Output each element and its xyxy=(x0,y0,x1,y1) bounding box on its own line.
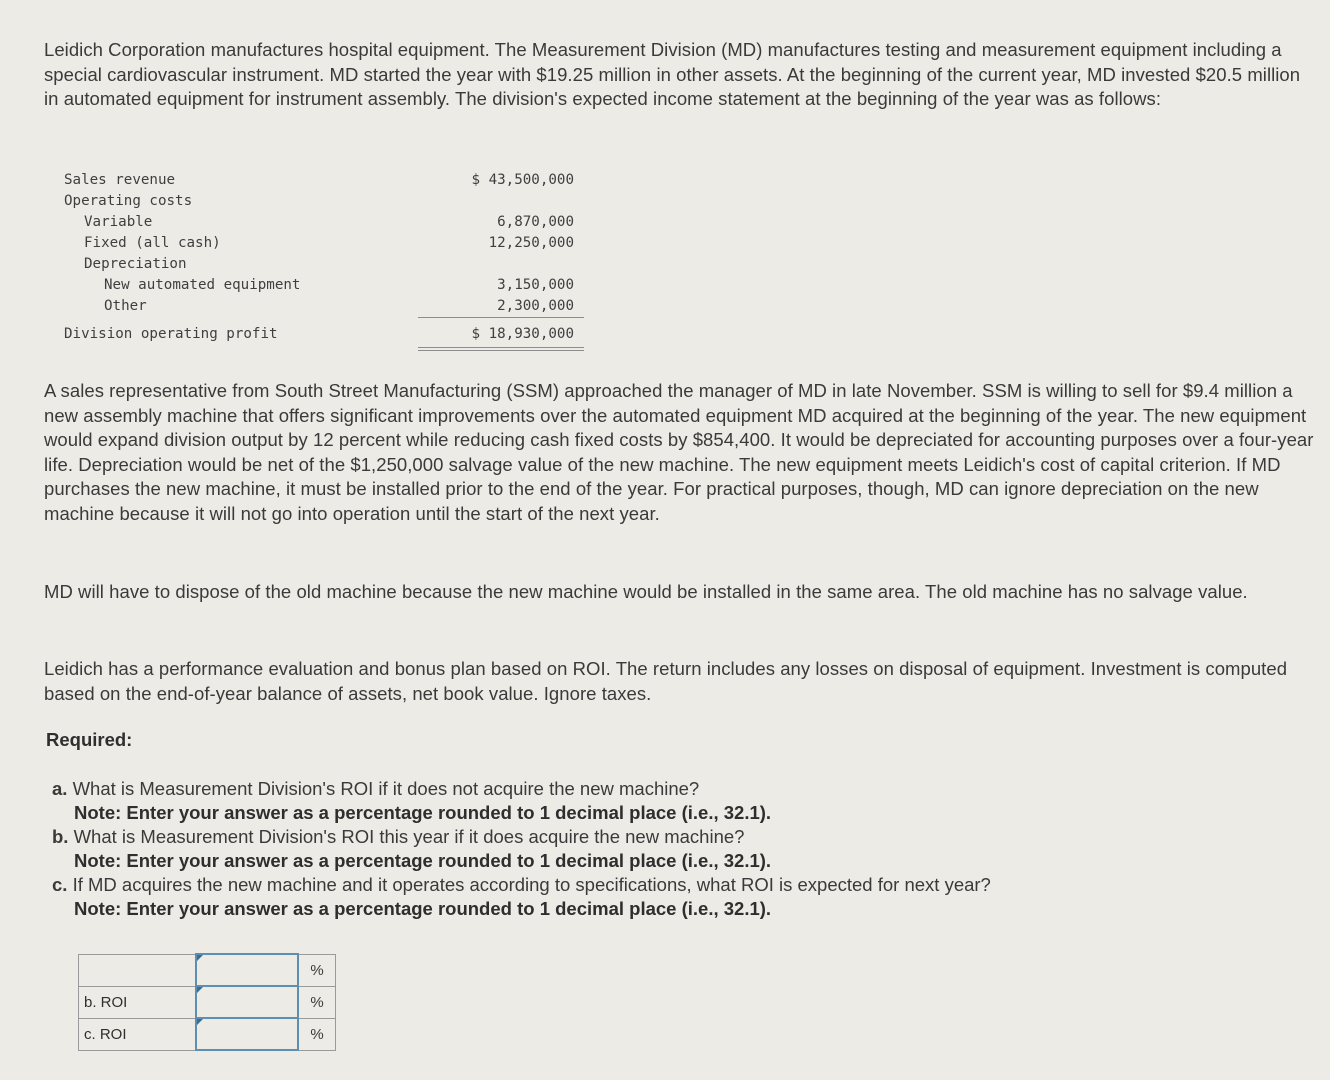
other-value: 2,300,000 xyxy=(497,298,574,314)
question-c xyxy=(52,873,991,897)
question-a-text: What is Measurement Division's ROI if it does not acquire the new machine? xyxy=(72,778,700,799)
cell-marker-icon xyxy=(197,987,203,993)
answer-row-a xyxy=(79,954,336,986)
percent-unit-c: % xyxy=(298,1018,336,1050)
statement-row-profit xyxy=(64,324,584,344)
answer-cell-c[interactable] xyxy=(196,1018,298,1050)
question-a-note: Note: Enter your answer as a percentage rounded to 1 decimal place (i.e., 32.1). xyxy=(74,802,772,823)
variable-label: Variable xyxy=(84,214,153,230)
new-equipment-label: New automated equipment xyxy=(104,277,301,293)
new-equipment-value: 3,150,000 xyxy=(497,277,574,293)
answer-cell-a[interactable] xyxy=(196,954,298,986)
subtotal-rule xyxy=(418,317,584,318)
cell-marker-icon xyxy=(197,955,203,961)
question-a-label: a. xyxy=(52,778,68,799)
percent-unit-b: % xyxy=(298,986,336,1018)
profit-label: Division operating profit xyxy=(64,326,278,342)
answer-row-b-label: b. ROI xyxy=(79,986,197,1018)
question-c-text: If MD acquires the new machine and it operates according to specifications, what ROI is expected for next year? xyxy=(72,874,991,895)
sales-revenue-value: $ 43,500,000 xyxy=(471,172,574,188)
statement-row-fixed xyxy=(64,233,584,253)
answer-cell-b[interactable] xyxy=(196,986,298,1018)
depreciation-label: Depreciation xyxy=(84,256,187,272)
required-heading: Required: xyxy=(46,729,133,750)
statement-row-other xyxy=(64,296,584,316)
disposal-paragraph: MD will have to dispose of the old machine because the new machine would be installed in the same area. The old machine has no salvage value. xyxy=(44,581,1248,602)
answer-b-input[interactable] xyxy=(197,989,297,1015)
statement-row-sales xyxy=(64,170,584,190)
fixed-label: Fixed (all cash) xyxy=(84,235,221,251)
total-double-rule xyxy=(418,347,584,351)
answer-row-a-label xyxy=(79,954,197,986)
sales-revenue-label: Sales revenue xyxy=(64,172,176,188)
question-c-label: c. xyxy=(52,874,68,895)
answer-a-input[interactable] xyxy=(197,957,297,983)
intro-paragraph: Leidich Corporation manufactures hospital equipment. The Measurement Division (MD) manufactures testing and measurement equipment including a special cardiovascular instrument. MD started the year with $19.25 million in other assets. At the beginning of the current year, MD invested $20.5 million in automated equipment for instrument assembly. The division's expected income statement at the beginning of the year was as follows: xyxy=(44,39,1301,110)
answer-row-b xyxy=(79,986,336,1018)
fixed-value: 12,250,000 xyxy=(488,235,574,251)
operating-costs-label: Operating costs xyxy=(64,193,193,209)
answer-row-c xyxy=(79,1018,336,1050)
answer-table xyxy=(78,953,336,1051)
answer-c-input[interactable] xyxy=(197,1021,297,1047)
statement-row-variable xyxy=(64,212,584,232)
bonus-plan-paragraph: Leidich has a performance evaluation and bonus plan based on ROI. The return includes any losses on disposal of equipment. Investment is computed based on the end-of-year balance of assets, net book value. Ignore taxes. xyxy=(44,658,1288,704)
statement-row-operating-costs xyxy=(64,191,584,211)
statement-row-new-equipment xyxy=(64,275,584,295)
statement-row-depreciation xyxy=(64,254,584,274)
question-a xyxy=(52,777,699,801)
question-b-note: Note: Enter your answer as a percentage rounded to 1 decimal place (i.e., 32.1). xyxy=(74,850,772,871)
question-b-label: b. xyxy=(52,826,69,847)
cell-marker-icon xyxy=(197,1019,203,1025)
question-b-text: What is Measurement Division's ROI this year if it does acquire the new machine? xyxy=(73,826,745,847)
question-b xyxy=(52,825,744,849)
income-statement xyxy=(64,170,594,360)
answer-row-c-label: c. ROI xyxy=(79,1018,197,1050)
percent-unit-a: % xyxy=(298,954,336,986)
question-c-note: Note: Enter your answer as a percentage rounded to 1 decimal place (i.e., 32.1). xyxy=(74,898,772,919)
variable-value: 6,870,000 xyxy=(497,214,574,230)
other-label: Other xyxy=(104,298,147,314)
ssm-paragraph: A sales representative from South Street Manufacturing (SSM) approached the manager of MD in late November. SSM is willing to sell for $9.4 million a new assembly machine that offers significant improvements over the automated equipment MD acquired at the beginning of the year. The new equipment would expand division output by 12 percent while reducing cash fixed costs by $854,400. It would be depreciated for accounting purposes over a four-year life. Depreciation would be net of the $1,250,000 salvage value of the new machine. The new equipment meets Leidich's cost of capital criterion. If MD purchases the new machine, it must be installed prior to the end of the year. For practical purposes, though, MD can ignore depreciation on the new machine because it will not go into operation until the start of the next year. xyxy=(44,380,1314,524)
profit-value: $ 18,930,000 xyxy=(471,326,574,342)
